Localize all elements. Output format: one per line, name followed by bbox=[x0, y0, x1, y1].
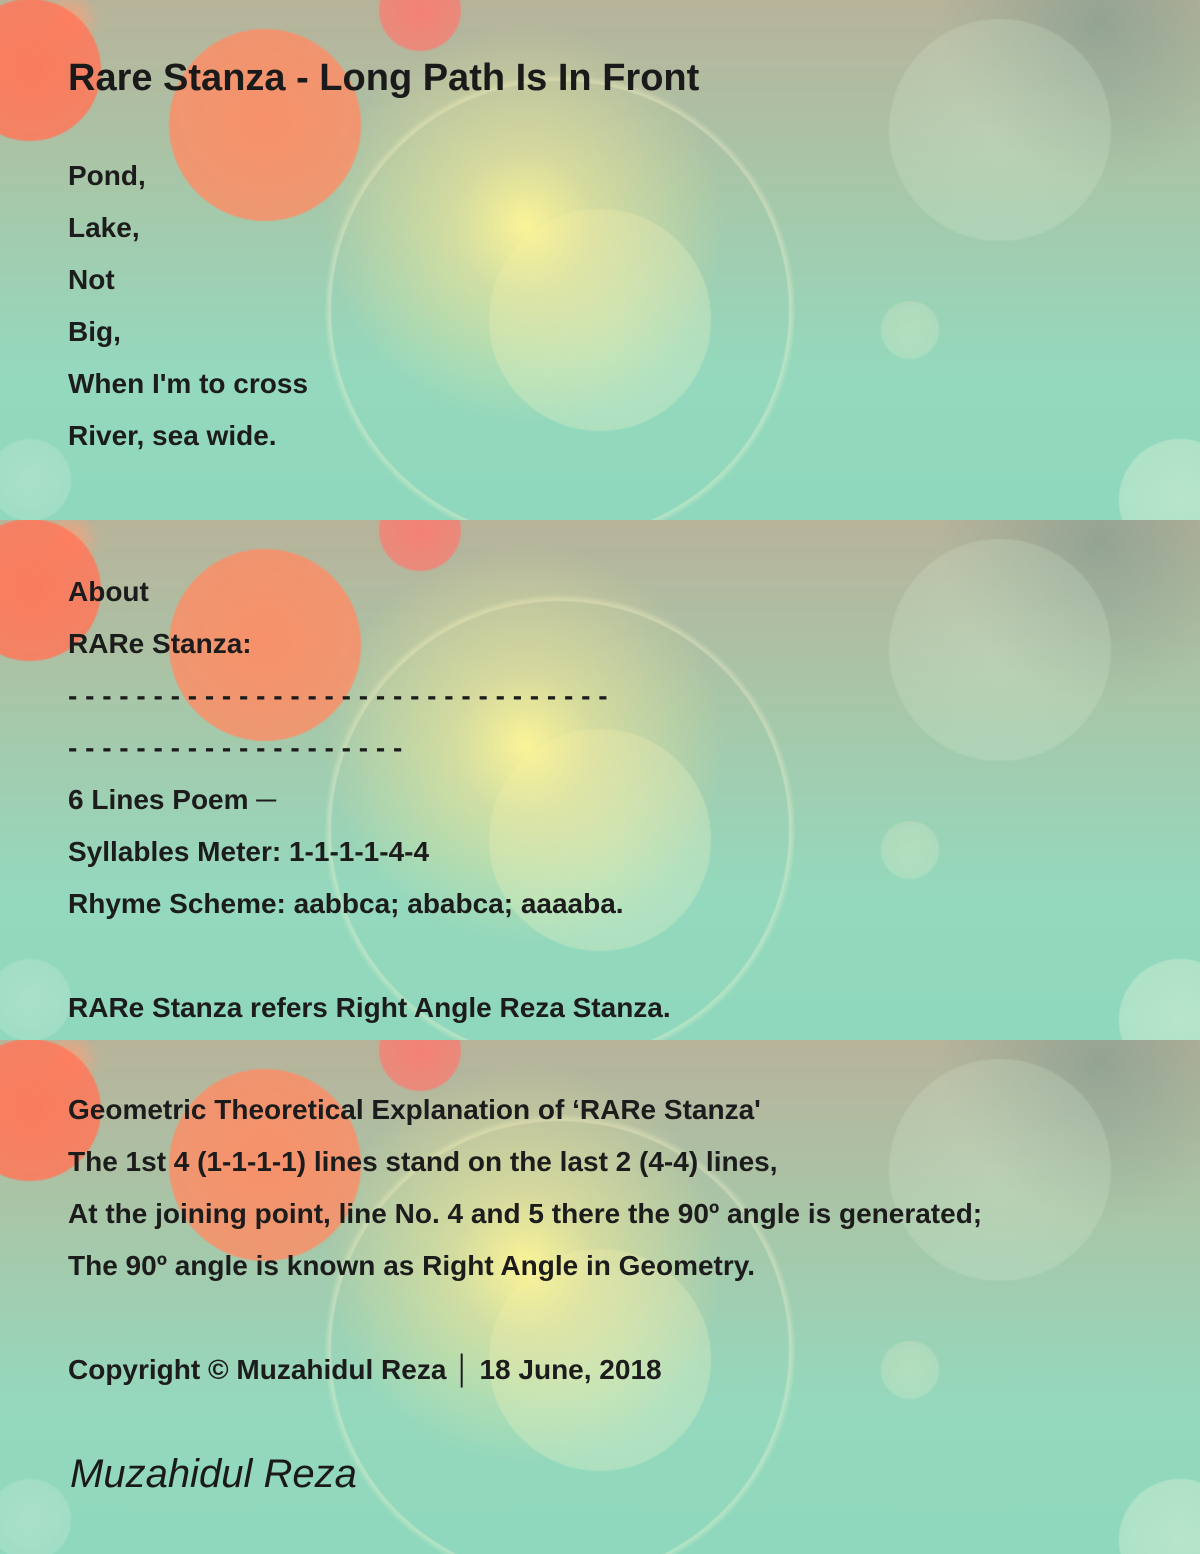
geometry-line: The 90º angle is known as Right Angle in Geometry. bbox=[68, 1250, 756, 1281]
geometry-blank-line bbox=[68, 1292, 982, 1344]
about-panel bbox=[0, 520, 1200, 1040]
about-divider-line: - - - - - - - - - - - - - - - - - - - - bbox=[68, 732, 403, 763]
geometry-panel bbox=[0, 1040, 1200, 1554]
about-lines bbox=[68, 566, 671, 1034]
geometry-lines bbox=[68, 1084, 982, 1396]
about-line: RARe Stanza refers Right Angle Reza Stanza. bbox=[68, 992, 671, 1023]
poem-lines bbox=[68, 150, 308, 462]
poem-line: River, sea wide. bbox=[68, 420, 277, 451]
geometry-line: Geometric Theoretical Explanation of ‘RARe Stanza' bbox=[68, 1094, 761, 1125]
about-line: Rhyme Scheme: aabbca; ababca; aaaaba. bbox=[68, 888, 624, 919]
poem-line: Pond, bbox=[68, 160, 146, 191]
about-line: 6 Lines Poem ─ bbox=[68, 784, 277, 815]
poem-line: When I'm to cross bbox=[68, 368, 309, 399]
poem-line: Lake, bbox=[68, 212, 140, 243]
about-line: RARe Stanza: bbox=[68, 628, 252, 659]
about-blank-line bbox=[68, 930, 671, 982]
copyright-line: Copyright © Muzahidul Reza │ 18 June, 2018 bbox=[68, 1354, 662, 1385]
poem-panel bbox=[0, 0, 1200, 520]
about-line: Syllables Meter: 1-1-1-1-4-4 bbox=[68, 836, 430, 867]
about-divider-line: - - - - - - - - - - - - - - - - - - - - - - - - - - - - - - - - bbox=[68, 680, 608, 711]
geometry-line: At the joining point, line No. 4 and 5 there the 90º angle is generated; bbox=[68, 1198, 983, 1229]
poem-line: Not bbox=[68, 264, 115, 295]
author-name: Muzahidul Reza bbox=[70, 1452, 357, 1496]
about-line: About bbox=[68, 576, 149, 607]
poem-title: Rare Stanza - Long Path Is In Front bbox=[68, 57, 700, 99]
poem-line: Big, bbox=[68, 316, 121, 347]
geometry-line: The 1st 4 (1-1-1-1) lines stand on the last 2 (4-4) lines, bbox=[68, 1146, 778, 1177]
